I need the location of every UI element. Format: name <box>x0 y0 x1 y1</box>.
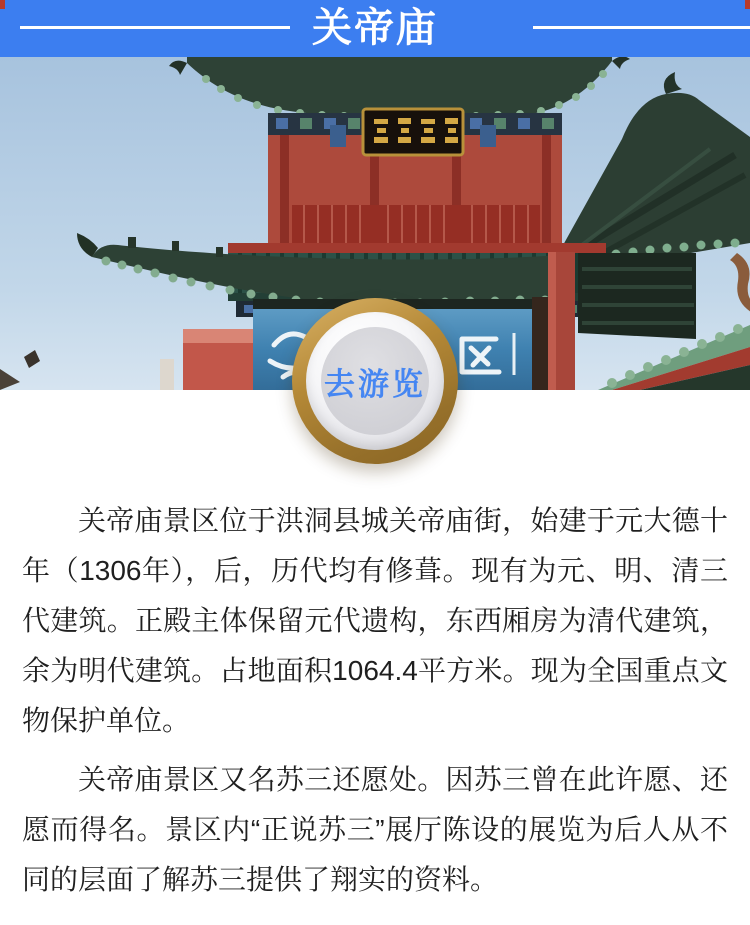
tour-button-plate <box>306 312 444 450</box>
distant-building <box>160 359 174 390</box>
header <box>0 0 750 57</box>
title-decoration-line-left <box>20 26 290 29</box>
corner-mark-right <box>745 0 750 9</box>
article <box>22 496 728 905</box>
tour-button[interactable] <box>292 298 458 464</box>
tour-button-center <box>321 327 429 435</box>
paragraph-2: 关帝庙景区又名苏三还愿处。因苏三曾在此许愿、还愿而得名。景区内“正说苏三”展厅陈设的展览为后人从不同的层面了解苏三提供了翔实的资料。 <box>22 764 728 895</box>
plaque <box>363 109 463 155</box>
page-title: 关帝庙 <box>312 6 438 50</box>
title-decoration-line-right <box>533 26 750 29</box>
tour-button-label: 去游览 <box>324 366 426 402</box>
paragraph-1: 关帝庙景区位于洪洞县城关帝庙街，始建于元大德十年（1306年），后，历代均有修葺。现有为元、明、清三代建筑。正殿主体保留元代遗构，东西厢房为清代建筑，余为明代建筑。占地面积1064.4平方米。现为全国重点文物保护单位。 <box>22 505 728 736</box>
red-wall <box>183 329 253 390</box>
corner-mark-left <box>0 0 5 9</box>
hero-section <box>0 57 750 402</box>
